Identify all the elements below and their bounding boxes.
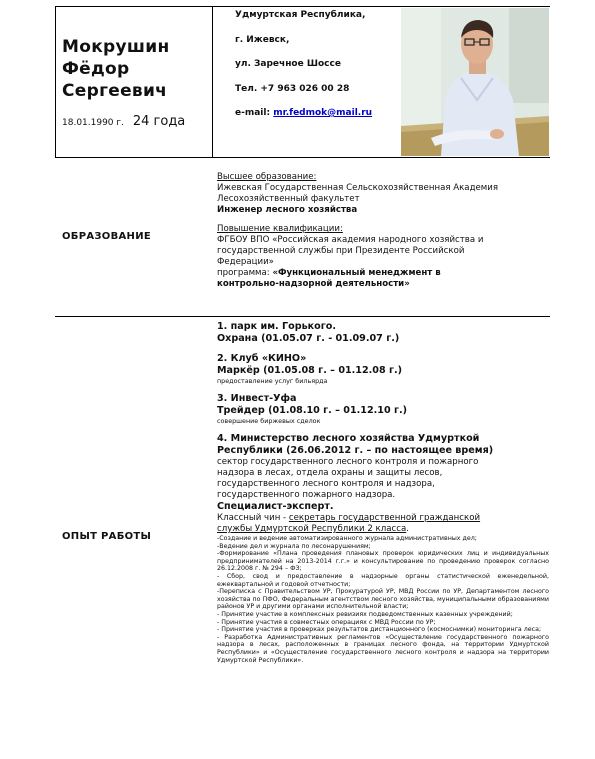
section-divider: [55, 316, 550, 317]
job-position: Специалист-эксперт.: [217, 501, 334, 512]
university: Ижевская Государственная Сельскохозяйственная Академия: [217, 183, 499, 193]
header-bottom-rule: [55, 157, 550, 158]
address-city: г. Ижевск,: [235, 34, 290, 45]
full-name: [62, 36, 210, 102]
job-org: 4. Министерство лесного хозяйства Удмурткой: [217, 433, 480, 444]
address-region: Удмуртская Республика,: [235, 10, 366, 20]
rank-title: секретарь государственной гражданской: [288, 513, 481, 523]
header-divider: [212, 6, 213, 158]
qualification-line: Федерации»: [217, 257, 274, 267]
job-position: Охрана (01.05.07 г. - 01.09.07 г.): [217, 333, 400, 344]
duty-item: - Принятие участие в комплексных ревизиях подведомственных казенных учреждений;: [217, 610, 513, 618]
duty-item: -Ведение дел и журнала по лесонарушениям;: [217, 542, 371, 550]
email-row: [235, 108, 372, 133]
job-org: 2. Клуб «КИНО»: [217, 353, 307, 364]
faculty: Лесохозяйственный факультет: [217, 194, 360, 204]
duty-item: - Принятие участия в совместных операциях с МВД России по УР;: [217, 618, 436, 626]
header-top-rule: [55, 6, 550, 7]
experience-section: [217, 321, 549, 664]
duty-item: - Принятие участия в проверках результатов дистанционного (космоснимки) мониторинга леса;: [217, 626, 542, 634]
job-department: сектор государственного лесного контроля и пожарного: [217, 457, 479, 467]
job-position: Трейдер (01.08.10 г. – 01.12.10 г.): [217, 405, 408, 416]
phone: Тел. +7 963 026 00 28: [235, 83, 350, 94]
surname: Мокрушин: [62, 37, 170, 57]
qualification-heading: Повышение квалификации:: [217, 224, 343, 234]
experience-label: ОПЫТ РАБОТЫ: [62, 531, 152, 542]
program-name: «Функциональный менеджмент в: [272, 268, 441, 278]
program-line: [217, 268, 549, 279]
contacts: [235, 10, 372, 133]
degree: Инженер лесного хозяйства: [217, 205, 358, 215]
duty-item: - Разработка Административных регламентов «Осуществление государственного пожарного надзора в лесах, расположенных в границах лесного фонда, на территории Удмуртской Республики» и «Осуществление государственного лесного контроля и надзора на территории Удмуртской Республики».: [217, 633, 549, 664]
rank-line: [217, 513, 549, 524]
job-note: предоставление услуг бильярда: [217, 377, 328, 385]
program-name-cont: контрольно-надзорной деятельности»: [217, 279, 410, 289]
rank-suffix: .: [406, 524, 409, 534]
duty-item: -Создание и ведение автоматизированного журнала административных дел;: [217, 535, 477, 542]
duties-list: [217, 535, 549, 664]
education-label: ОБРАЗОВАНИЕ: [62, 231, 152, 242]
rank-title-cont: службы Удмуртской Республики 2 класса: [217, 524, 407, 534]
job-department: государственного лесного контроля и надзора,: [217, 479, 435, 489]
rank-line: [217, 524, 549, 535]
email-link[interactable]: mr.fedmok@mail.ru: [273, 108, 373, 118]
job-department: надзора в лесах, отдела охраны и защиты лесов,: [217, 468, 443, 478]
birth-info: [62, 114, 185, 129]
rank-prefix: Классный чин -: [217, 513, 289, 523]
address-street: ул. Заречное Шоссе: [235, 59, 341, 69]
job-position: Маркёр (01.05.08 г. – 01.12.08 г.): [217, 365, 403, 376]
education-section: [217, 172, 549, 290]
first-name: Фёдор: [62, 59, 130, 79]
birth-date: 18.01.1990 г.: [62, 118, 124, 128]
profile-photo: [401, 8, 549, 156]
job-department: государственного пожарного надзора.: [217, 490, 396, 500]
duty-item: -Переписка с Правительством УР, Прокуратурой УР, МВД России по УР, Департаментом лесного хозяйства по ПФО, Федеральным агентством лесного хозяйства, муниципальными образованиями районов УР и другими органами исполнительной власти;: [217, 588, 549, 611]
person-photo-icon: [401, 8, 549, 156]
patronymic: Сергеевич: [62, 81, 168, 101]
job-org: 1. парк им. Горького.: [217, 321, 337, 332]
email-label: e-mail:: [235, 108, 271, 118]
qualification-line: ФГБОУ ВПО «Российская академия народного хозяйства и: [217, 235, 484, 245]
job-org: Республики (26.06.2012 г. – по настоящее время): [217, 445, 494, 456]
job-note: совершение биржевых сделок: [217, 417, 321, 425]
higher-education-heading: Высшее образование:: [217, 172, 317, 182]
header-left-rule: [55, 6, 56, 158]
program-label: программа:: [217, 268, 270, 278]
duty-item: -Формирование «Плана проведения плановых проверок юридических лиц и индивидуальных предпринимателей на 2013-2014 г.г.» и консультирование по проведению проверок согласно 26.12.2008 г. № 294 – ФЗ;: [217, 550, 549, 573]
job-org: 3. Инвест-Уфа: [217, 393, 297, 404]
age: 24 года: [132, 114, 186, 129]
qualification-line: государственной службы при Президенте Российской: [217, 246, 465, 256]
duty-item: - Сбор, свод и предоставление в надзорные органы статистической еженедельной, ежеквартальной и годовой отчетности;: [217, 572, 549, 588]
